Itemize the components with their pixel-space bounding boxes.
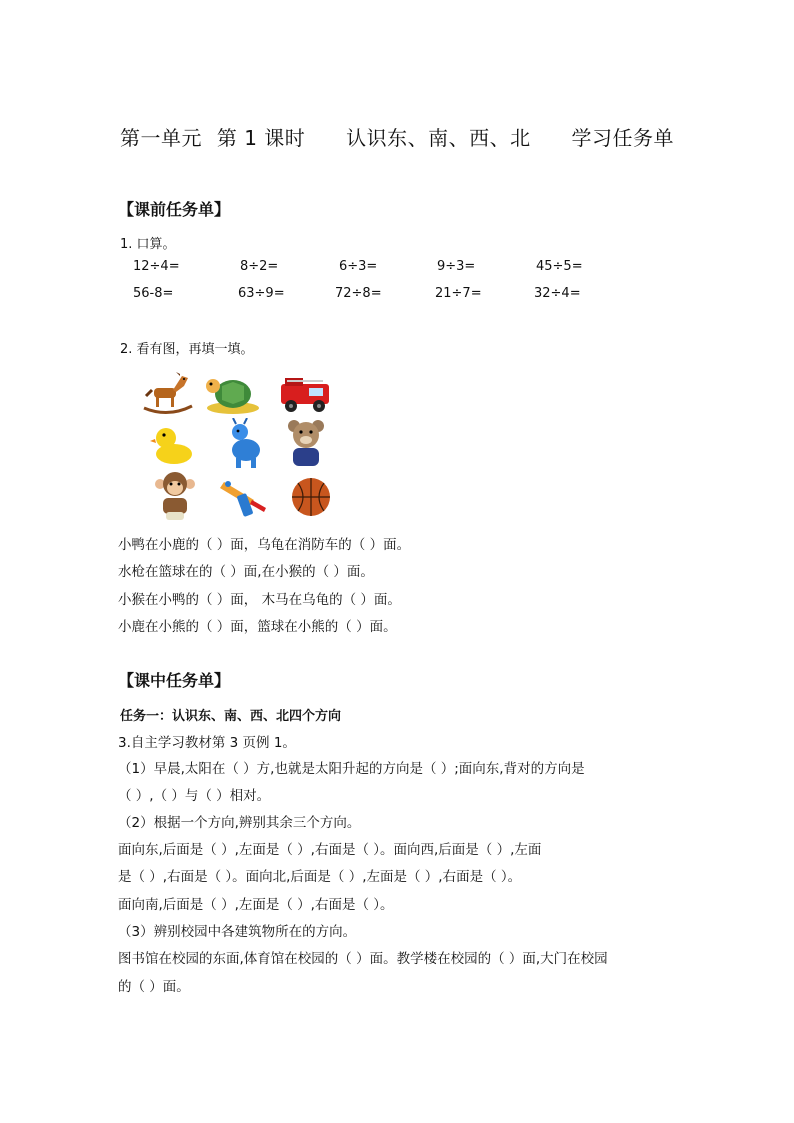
mid-line-1: 3.自主学习教材第 3 页例 1。 (118, 735, 296, 751)
calc-1-3: 6÷3= (339, 259, 378, 274)
mid-section-heading: 【课中任务单】 (118, 671, 231, 690)
pre-section-heading: 【课前任务单】 (118, 200, 231, 219)
calc-2-5: 32÷4= (534, 286, 581, 301)
title-lesson: 第 1 课时 (216, 126, 306, 150)
page-title (0, 122, 794, 151)
deer-image (224, 418, 264, 470)
title-unit: 第一单元 (119, 126, 202, 150)
fill-line-4: 小鹿在小熊的（ ）面，篮球在小熊的（ ）面。 (118, 619, 397, 635)
rocking-horse-image (140, 370, 196, 416)
mid-line-7: 面向南,后面是（ ）,左面是（ ）,右面是（ ）。 (118, 897, 394, 913)
fire-truck-image (277, 374, 335, 414)
mid-line-10: 的（ ）面。 (118, 979, 190, 995)
mid-line-5: 面向东,后面是（ ）,左面是（ ）,右面是（ ）。面向西,后面是（ ）,左面 (118, 842, 542, 858)
q2-label: 2. 看有图，再填一填。 (120, 342, 254, 357)
bear-image (284, 418, 328, 470)
duck-image (150, 422, 194, 466)
fill-line-1: 小鸭在小鹿的（ ）面，乌龟在消防车的（ ）面。 (118, 537, 411, 553)
mid-line-9: 图书馆在校园的东面,体育馆在校园的（ ）面。教学楼在校园的（ ）面,大门在校园 (118, 951, 608, 967)
fill-line-2: 水枪在篮球在的（ ）面,在小猴的（ ）面。 (118, 564, 374, 580)
basketball-image (290, 476, 332, 518)
toy-grid (140, 370, 340, 522)
mid-line-2: （1）早晨,太阳在（ ）方,也就是太阳升起的方向是（ ）;面向东,背对的方向是 (118, 761, 585, 777)
title-topic: 认识东、南、西、北 (346, 126, 531, 150)
mid-line-4: （2）根据一个方向,辨别其余三个方向。 (118, 815, 361, 831)
calc-1-4: 9÷3= (437, 259, 476, 274)
monkey-image (154, 470, 196, 522)
mid-line-6: 是（ ）,右面是（ ）。面向北,后面是（ ）,左面是（ ）,右面是（ ）。 (118, 869, 522, 885)
turtle-image (204, 372, 262, 416)
toy-gun-image (220, 474, 270, 520)
mid-line-8: （3）辨别校园中各建筑物所在的方向。 (118, 924, 357, 940)
mid-line-3: （ ）,（ ）与（ ）相对。 (118, 788, 271, 804)
calc-2-2: 63÷9= (238, 286, 285, 301)
calc-2-1: 56-8= (133, 286, 174, 301)
task1-heading: 任务一：认识东、南、西、北四个方向 (120, 709, 342, 724)
calc-2-3: 72÷8= (335, 286, 382, 301)
q1-label: 1. 口算。 (120, 237, 176, 252)
fill-line-3: 小猴在小鸭的（ ）面， 木马在乌龟的（ ）面。 (118, 592, 401, 608)
calc-1-1: 12÷4= (133, 259, 180, 274)
title-type: 学习任务单 (571, 126, 675, 150)
calc-2-4: 21÷7= (435, 286, 482, 301)
calc-1-2: 8÷2= (240, 259, 279, 274)
calc-1-5: 45÷5= (536, 259, 583, 274)
